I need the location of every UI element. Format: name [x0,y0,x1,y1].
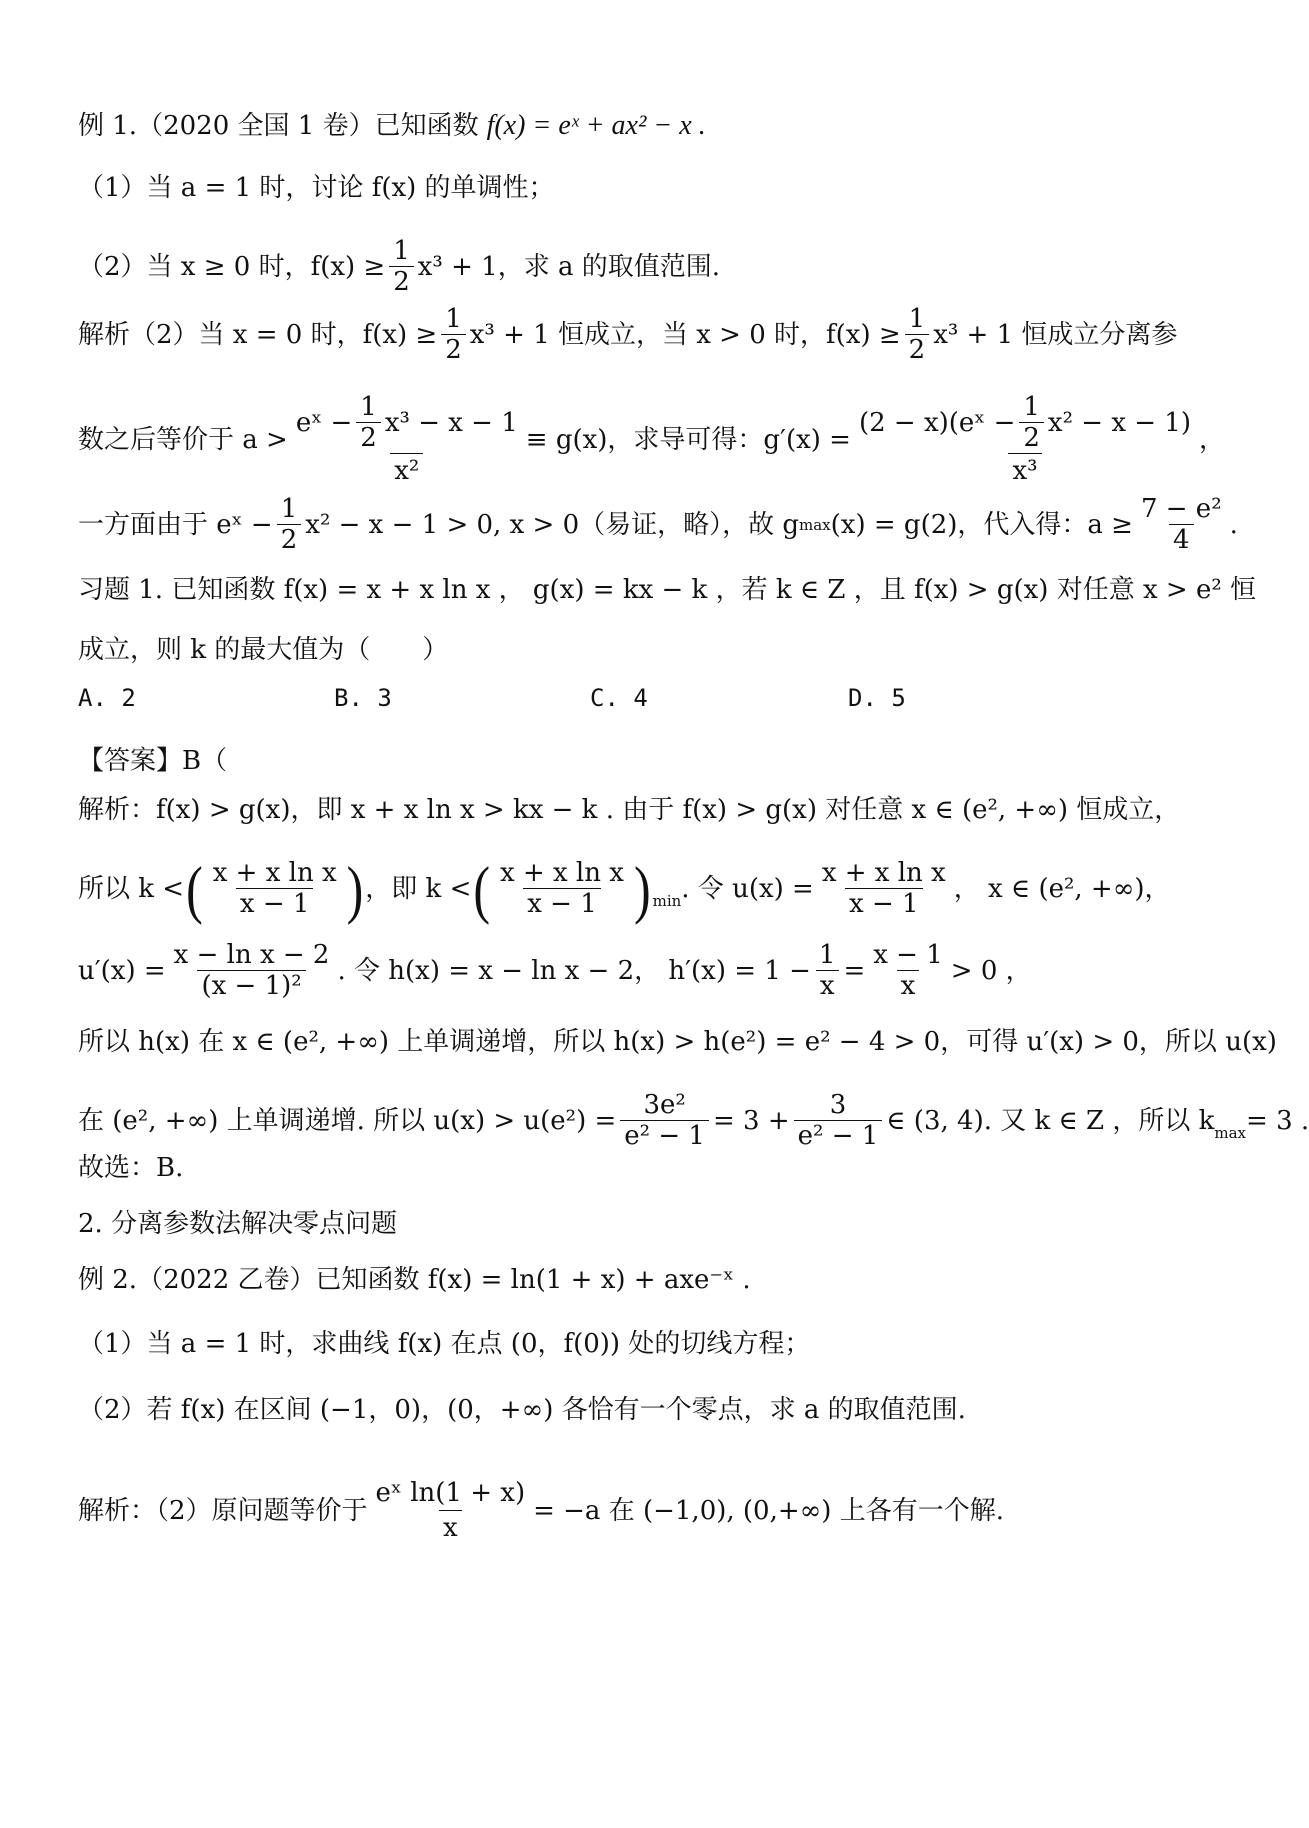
frac-den: x − 1 [523,888,601,919]
line5-part-a: 数之后等价于 a > [78,425,288,455]
sol1-l3-d: > 0 ， [950,955,1032,986]
fraction-half [905,304,930,365]
paren-open: ( [186,852,203,925]
sol1-l2-a: 所以 k < [78,873,185,904]
exercise1-answer: 【答案】B（ [78,746,228,776]
frac-num: 3 [829,1090,847,1120]
sol1-l3-c: = [843,955,866,986]
solution1-line4: 所以 h(x) 在 x ∈ (e², +∞) 上单调递增，所以 h(x) > h(e²) = e² − 4 > 0，可得 u′(x) > 0，所以 u(x) [78,1027,1277,1057]
example2-q2: （2）若 f(x) 在区间 (−1，0)，(0，+∞) 各恰有一个零点，求 a 的取值范围. [78,1395,966,1425]
num-part: eˣ − [295,407,353,438]
sol1-l2-b: ，即 k < [365,873,472,904]
min-subscript: min [652,892,682,910]
num-part2: x² − x − 1) [1047,407,1191,438]
g-fraction-num [292,392,522,453]
example1-solution-line1 [78,304,1178,365]
frac-num: x − ln x − 2 [173,940,330,970]
frac-den: e² − 1 [620,1120,709,1151]
u-fraction [818,858,950,919]
sol-part-a: 解析（2）当 x = 0 时，f(x) ≥ [78,319,438,350]
frac-num: 1 [360,392,377,422]
option-a: A. 2 [78,684,136,712]
frac-den: x [439,1510,462,1545]
solution1-line3 [78,940,1128,1001]
result-fraction [1137,494,1226,555]
gprime-fraction [855,392,1195,488]
option-d: D. 5 [848,684,906,712]
k-fraction-min [496,858,628,919]
sol1-l2-d: ， x ∈ (e², +∞)， [953,873,1171,904]
fraction-half [1019,392,1044,453]
paren-open: ( [473,852,491,925]
sol2-part-b: = −a 在 (−1,0), (0,+∞) 上各有一个解. [533,1495,1004,1526]
uprime-fraction [170,940,334,1001]
num-part2: x³ − x − 1 [384,407,518,438]
example2-solution [78,1476,1128,1545]
max-subscript: max [1214,1124,1247,1142]
ex2-fraction [372,1476,530,1545]
frac-den: x − 1 [236,888,314,919]
sol1-l5-d: = 3 . [1246,1105,1309,1136]
frac-den: 4 [1169,524,1194,555]
sol1-l5-a: 在 (e², +∞) 上单调递增. 所以 u(x) > u(e²) = [78,1105,617,1136]
example1-title [78,108,1128,144]
sol1-l3-a: u′(x) = [78,955,166,986]
frac-num: eˣ ln(1 + x) [375,1478,526,1508]
k-fraction [209,858,341,919]
q2-part-a: （2）当 x ≥ 0 时，f(x) ≥ [78,251,386,282]
example1-q1: （1）当 a = 1 时，讨论 f(x) 的单调性； [78,173,555,203]
one-over-x-fraction [815,940,840,1001]
u-value-fraction [620,1090,709,1151]
fraction-half [277,494,302,555]
sol1-l5-b: = 3 + [712,1105,790,1136]
frac-num: x + x ln x [212,858,337,888]
line6-part-c: (x) = g(2)，代入得：a ≥ [830,509,1133,540]
solution1-line1: 解析：f(x) > g(x)，即 x + x ln x > kx − k . 由于 f(x) > g(x) 对任意 x ∈ (e², +∞) 恒成立， [78,795,1181,825]
frac-den: (x − 1)² [197,970,305,1001]
frac-den: 2 [441,334,466,365]
paren-close: ) [346,852,364,925]
line6-part-d: . [1229,509,1238,540]
g-fraction-den: x² [390,453,423,488]
sol1-l5-c: ∈ (3, 4). 又 k ∈ Z ，所以 k [886,1105,1215,1136]
frac-num: 1 [280,494,298,524]
frac-den: 2 [277,524,302,555]
exercise1-line1: 习题 1. 已知函数 f(x) = x + x ln x ， g(x) = kx − k ，若 k ∈ Z ，且 f(x) > g(x) 对任意 x > e² 恒 [78,575,1257,605]
gprime-num [855,392,1195,453]
frac-den: 2 [1019,422,1044,453]
option-b: B. 3 [334,684,392,712]
frac-num: x − 1 [873,940,943,970]
example2-q1: （1）当 a = 1 时，求曲线 f(x) 在点 (0，f(0)) 处的切线方程； [78,1329,811,1359]
frac-num: 3e² [643,1090,686,1120]
line6-part-b: x² − x − 1 > 0, x > 0（易证，略），故 g [305,509,800,540]
line5-part-c: ， [1199,425,1226,455]
line5-part-b: ≡ g(x)，求导可得：g′(x) = [525,425,851,455]
fraction-half [441,304,466,365]
frac-num: x + x ln x [821,858,946,888]
frac-num: 1 [393,236,410,266]
solution1-line2 [78,852,1171,925]
sol2-part-a: 解析：（2）原问题等价于 [78,1495,368,1526]
example1-label: 例 1.（2020 全国 1 卷）已知函数 [78,111,479,141]
frac-den: 2 [356,422,381,453]
exercise1-options [78,684,1128,720]
frac-num: x + x ln x [500,858,624,888]
frac-den: 2 [905,334,930,365]
frac-num: 1 [1023,392,1040,422]
hprime-fraction [869,940,947,1001]
fraction-half [356,392,381,453]
g-fraction [292,392,522,488]
section2-title: 2. 分离参数法解决零点问题 [78,1209,398,1239]
example1-solution-line3 [78,494,1238,555]
line6-part-a: 一方面由于 eˣ − [78,509,273,540]
gprime-den: x³ [1008,453,1041,488]
exercise1-line2: 成立，则 k 的最大值为（ ） [78,635,449,665]
solution1-line5 [78,1090,1309,1151]
frac-den: x [816,970,839,1001]
frac-num: 1 [445,304,462,334]
example1-solution-line2 [78,392,1226,488]
sol-part-b: x³ + 1 恒成立，当 x > 0 时，f(x) ≥ [469,319,901,350]
max-subscript: max [799,515,831,534]
sol-part-c: x³ + 1 恒成立分离参 [933,319,1178,350]
option-c: C. 4 [590,684,648,712]
q2-part-b: x³ + 1，求 a 的取值范围. [417,251,721,282]
frac-num: 1 [818,940,836,970]
example2-title: 例 2.（2022 乙卷）已知函数 f(x) = ln(1 + x) + axe⁻ˣ . [78,1265,751,1295]
frac-den: e² − 1 [794,1120,883,1151]
sol1-l2-c: . 令 u(x) = [681,873,814,904]
frac-num: 1 [908,304,926,334]
frac-den: x − 1 [845,888,923,919]
frac-num: 7 − e² [1140,494,1222,524]
sol1-l3-b: . 令 h(x) = x − ln x − 2， h′(x) = 1 − [337,955,811,986]
frac-den: 2 [389,266,414,297]
num-part: (2 − x)(eˣ − [858,407,1016,438]
example1-function: f(x) = eˣ + ax² − x . [486,110,706,141]
three-fraction [794,1090,883,1151]
frac-den: x [897,970,920,1001]
paren-close: ) [633,852,651,925]
fraction-half [389,236,414,297]
example1-q2 [78,236,1128,297]
solution1-line6: 故选：B. [78,1153,184,1183]
